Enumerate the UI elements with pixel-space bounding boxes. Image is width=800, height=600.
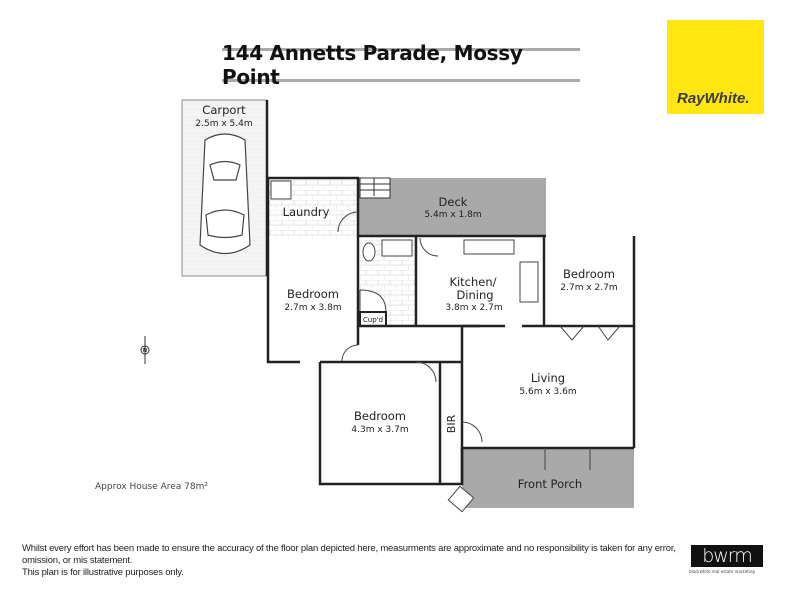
room-name: Carport xyxy=(202,103,246,117)
disclaimer-line-1: Whilst every effort has been made to ensure the accuracy of the floor plan depicted here, measurments are approximate and no responsibility is taken for any error, omission, or mis statement. xyxy=(22,543,676,566)
room-name: Kitchen/ xyxy=(449,275,497,289)
room-dims: 5.6m x 3.6m xyxy=(519,387,577,397)
room-name: Deck xyxy=(438,195,468,209)
room-dims: 4.3m x 3.7m xyxy=(351,425,409,435)
bwrm-logo: bwrm xyxy=(691,545,763,567)
room-carport xyxy=(195,103,252,129)
room-dims: 2.5m x 5.4m xyxy=(195,119,253,129)
compass-label: N xyxy=(142,348,148,354)
room-dims: 5.4m x 1.8m xyxy=(424,210,482,220)
room-dims: 3.8m x 2.7m xyxy=(445,303,503,313)
room-bedroom-main xyxy=(351,409,408,435)
disclaimer-line-2: This plan is for illustrative purposes only. xyxy=(22,567,184,578)
brand-name: RayWhite. xyxy=(677,90,750,107)
room-living xyxy=(519,371,576,397)
room-laundry: Laundry xyxy=(282,205,330,219)
room-name: Living xyxy=(530,371,566,385)
disclaimer xyxy=(22,543,687,579)
room-name-2: Dining xyxy=(456,288,494,302)
room-dims: 2.7m x 2.7m xyxy=(560,283,618,293)
room-name: Bedroom xyxy=(562,267,616,281)
room-kitchen-dining xyxy=(445,275,502,313)
room-bedroom-right xyxy=(560,267,617,293)
room-front-porch: Front Porch xyxy=(517,477,583,491)
room-dims: 2.7m x 3.8m xyxy=(284,303,342,313)
room-cupboard: Cup'd xyxy=(362,316,384,324)
house-area: Approx House Area 78m² xyxy=(95,482,208,492)
room-bedroom-left xyxy=(284,287,341,313)
bwrm-tagline: blackwhite real estate marketing xyxy=(689,569,755,574)
room-bir: BIR xyxy=(445,414,458,434)
room-name: Bedroom xyxy=(353,409,407,423)
room-name: Bedroom xyxy=(286,287,340,301)
car-icon xyxy=(200,134,250,254)
title-text: 144 Annetts Parade, Mossy Point xyxy=(222,41,523,89)
